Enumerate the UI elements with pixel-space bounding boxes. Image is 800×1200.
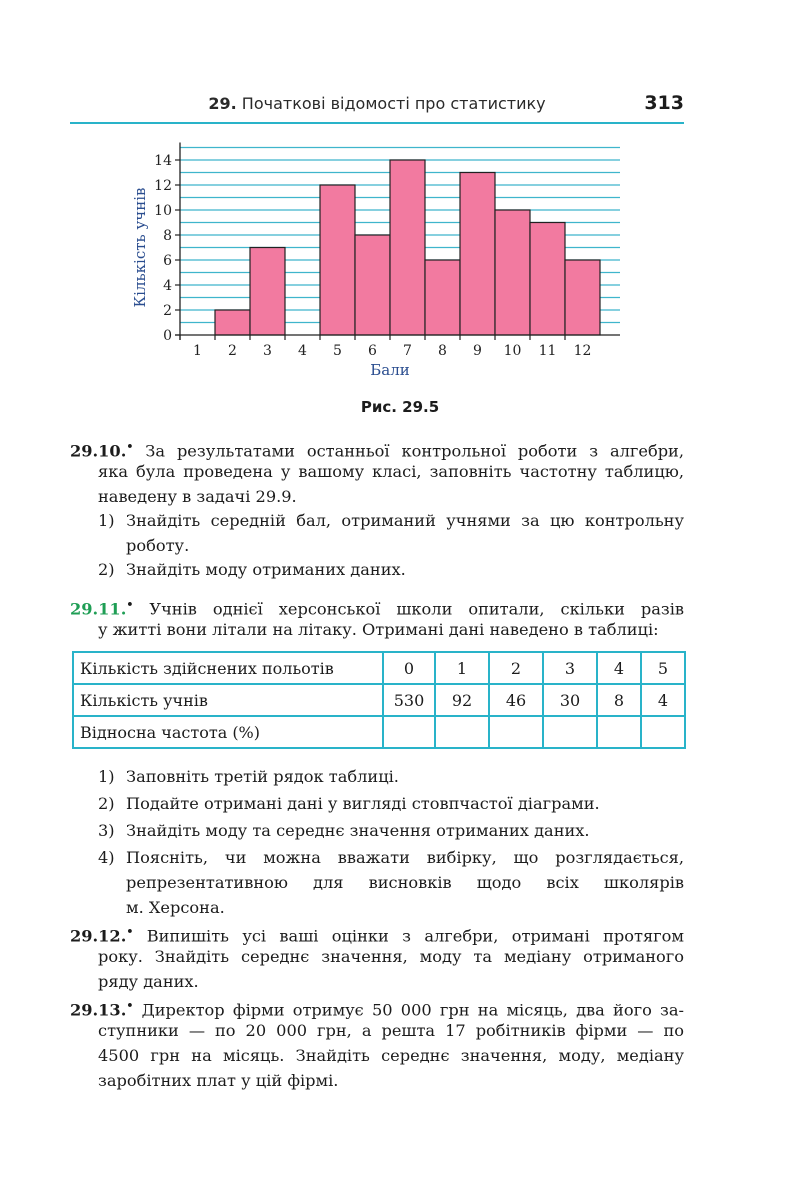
- page-header: [70, 92, 684, 122]
- problem-text-line: 4500 грн на місяць. Знайдіть середнє значення, моду, медіану: [98, 1046, 684, 1065]
- problem-29-13-cont: [98, 1018, 684, 1093]
- problem-29-11-cont: [98, 617, 684, 642]
- y-tick-label: 14: [154, 153, 172, 169]
- x-tick-label: 11: [538, 343, 557, 359]
- table-cell: 4: [641, 684, 685, 716]
- table-row: [73, 652, 685, 684]
- subtask-text: роботу.: [126, 536, 190, 555]
- table-row: [73, 716, 685, 748]
- table-cell: 46: [489, 684, 543, 716]
- problem-text-line: яка була проведена у вашому класі, заповніть частотну таблицю,: [98, 462, 684, 481]
- x-tick-label: 1: [193, 343, 202, 359]
- difficulty-mark: •: [126, 999, 134, 1012]
- subtask-number: 1): [98, 511, 115, 530]
- y-tick-label: 0: [163, 328, 172, 344]
- empty-cell: [383, 716, 435, 748]
- table-cell: 530: [383, 684, 435, 716]
- x-tick-label: 8: [438, 343, 447, 359]
- x-tick-label: 3: [263, 343, 272, 359]
- problem-text-line: За результатами останньої контрольної роботи з алгебри,: [145, 441, 684, 461]
- problem-number: 29.11.: [70, 599, 127, 619]
- problem-number: 29.12.: [70, 926, 127, 946]
- table-cell: 30: [543, 684, 597, 716]
- table-cell: 1: [435, 652, 489, 684]
- empty-cell: [435, 716, 489, 748]
- difficulty-mark: •: [126, 598, 134, 611]
- header-rule: [70, 122, 684, 124]
- x-tick-label: 12: [573, 343, 592, 359]
- chapter-title-text: Початкові відомості про статистику: [241, 94, 546, 113]
- problem-text-line: року. Знайдіть середнє значення, моду та медіану отриманого: [98, 947, 684, 966]
- problem-29-12-cont: [98, 944, 684, 994]
- y-tick-label: 6: [163, 253, 172, 269]
- problem-text-line: Директор фірми отримує 50 000 грн на місяць, два його за-: [141, 1000, 684, 1020]
- subtask: [98, 508, 684, 558]
- x-tick-label: 4: [298, 343, 307, 359]
- table-cell: 8: [597, 684, 641, 716]
- difficulty-mark: •: [126, 925, 134, 938]
- x-tick-label: 6: [368, 343, 377, 359]
- x-axis-label: Бали: [370, 361, 410, 379]
- x-tick-label: 7: [403, 343, 412, 359]
- table-cell: 0: [383, 652, 435, 684]
- row-label: Кількість здійснених польотів: [73, 652, 383, 684]
- bar: [530, 223, 565, 336]
- subtask: [98, 818, 684, 843]
- table-row: [73, 684, 685, 716]
- subtask-text: Знайдіть моду отриманих даних.: [126, 560, 406, 579]
- problem-number: 29.10.: [70, 441, 127, 461]
- table-cell: 3: [543, 652, 597, 684]
- page-number: 313: [644, 92, 684, 114]
- x-tick-label: 10: [503, 343, 522, 359]
- subtask: [98, 845, 684, 920]
- empty-cell: [543, 716, 597, 748]
- table-cell: 2: [489, 652, 543, 684]
- bar: [355, 235, 390, 335]
- subtask-text: Поясніть, чи можна вважати вибірку, що розглядається,: [126, 848, 684, 867]
- problem-text-line: наведену в задачі 29.9.: [98, 487, 297, 506]
- subtask-text: Подайте отримані дані у вигляді стовпчастої діаграми.: [126, 794, 600, 813]
- figure-caption: Рис. 29.5: [360, 398, 440, 416]
- row-label: Відносна частота (%): [73, 716, 383, 748]
- subtask: [98, 764, 684, 789]
- empty-cell: [641, 716, 685, 748]
- subtask-text: м. Херсона.: [126, 898, 225, 917]
- bar: [320, 185, 355, 335]
- frequency-table: [72, 651, 686, 749]
- problem-text-line: ступники — по 20 000 грн, а решта 17 робітників фірми — по: [98, 1021, 684, 1040]
- bar: [425, 260, 460, 335]
- chapter-number: 29.: [208, 94, 237, 113]
- bar: [250, 248, 285, 336]
- bar: [390, 160, 425, 335]
- y-tick-label: 8: [163, 228, 172, 244]
- chapter-title: [70, 94, 684, 113]
- empty-cell: [489, 716, 543, 748]
- bar: [460, 173, 495, 336]
- x-tick-label: 5: [333, 343, 342, 359]
- problem-text-line: Учнів однієї херсонської школи опитали, скільки разів: [149, 599, 684, 619]
- y-tick-label: 4: [163, 278, 172, 294]
- y-tick-label: 2: [163, 303, 172, 319]
- y-tick-label: 12: [154, 178, 172, 194]
- y-tick-label: 10: [154, 203, 172, 219]
- histogram-chart: [120, 135, 640, 395]
- problem-number: 29.13.: [70, 1000, 127, 1020]
- bar: [495, 210, 530, 335]
- subtask-text: Заповніть третій рядок таблиці.: [126, 767, 399, 786]
- subtask-text: Знайдіть моду та середнє значення отриманих даних.: [126, 821, 590, 840]
- subtask-text: Знайдіть середній бал, отриманий учнями за цю контрольну: [126, 511, 684, 530]
- subtask-text: репрезентативною для висновків щодо всіх школярів: [126, 873, 684, 892]
- y-axis-label: Кількість учнів: [131, 187, 149, 308]
- problem-text-line: ряду даних.: [98, 972, 199, 991]
- problem-text-line: у житті вони літали на літаку. Отримані дані наведено в таблиці:: [98, 620, 659, 639]
- problem-text-line: Випишіть усі ваші оцінки з алгебри, отримані протягом: [146, 926, 684, 946]
- x-tick-label: 2: [228, 343, 237, 359]
- subtask-number: 2): [98, 794, 115, 813]
- subtask-number: 2): [98, 560, 115, 579]
- bar: [565, 260, 600, 335]
- row-label: Кількість учнів: [73, 684, 383, 716]
- x-tick-label: 9: [473, 343, 482, 359]
- difficulty-mark: •: [126, 440, 134, 453]
- bar: [215, 310, 250, 335]
- subtask: [98, 557, 684, 582]
- empty-cell: [597, 716, 641, 748]
- table-cell: 92: [435, 684, 489, 716]
- subtask-number: 1): [98, 767, 115, 786]
- problem-text-line: заробітних плат у цій фірмі.: [98, 1071, 339, 1090]
- problem-29-10-cont: [98, 459, 684, 509]
- subtask-number: 4): [98, 848, 115, 867]
- subtask: [98, 791, 684, 816]
- table-cell: 5: [641, 652, 685, 684]
- subtask-number: 3): [98, 821, 115, 840]
- table-cell: 4: [597, 652, 641, 684]
